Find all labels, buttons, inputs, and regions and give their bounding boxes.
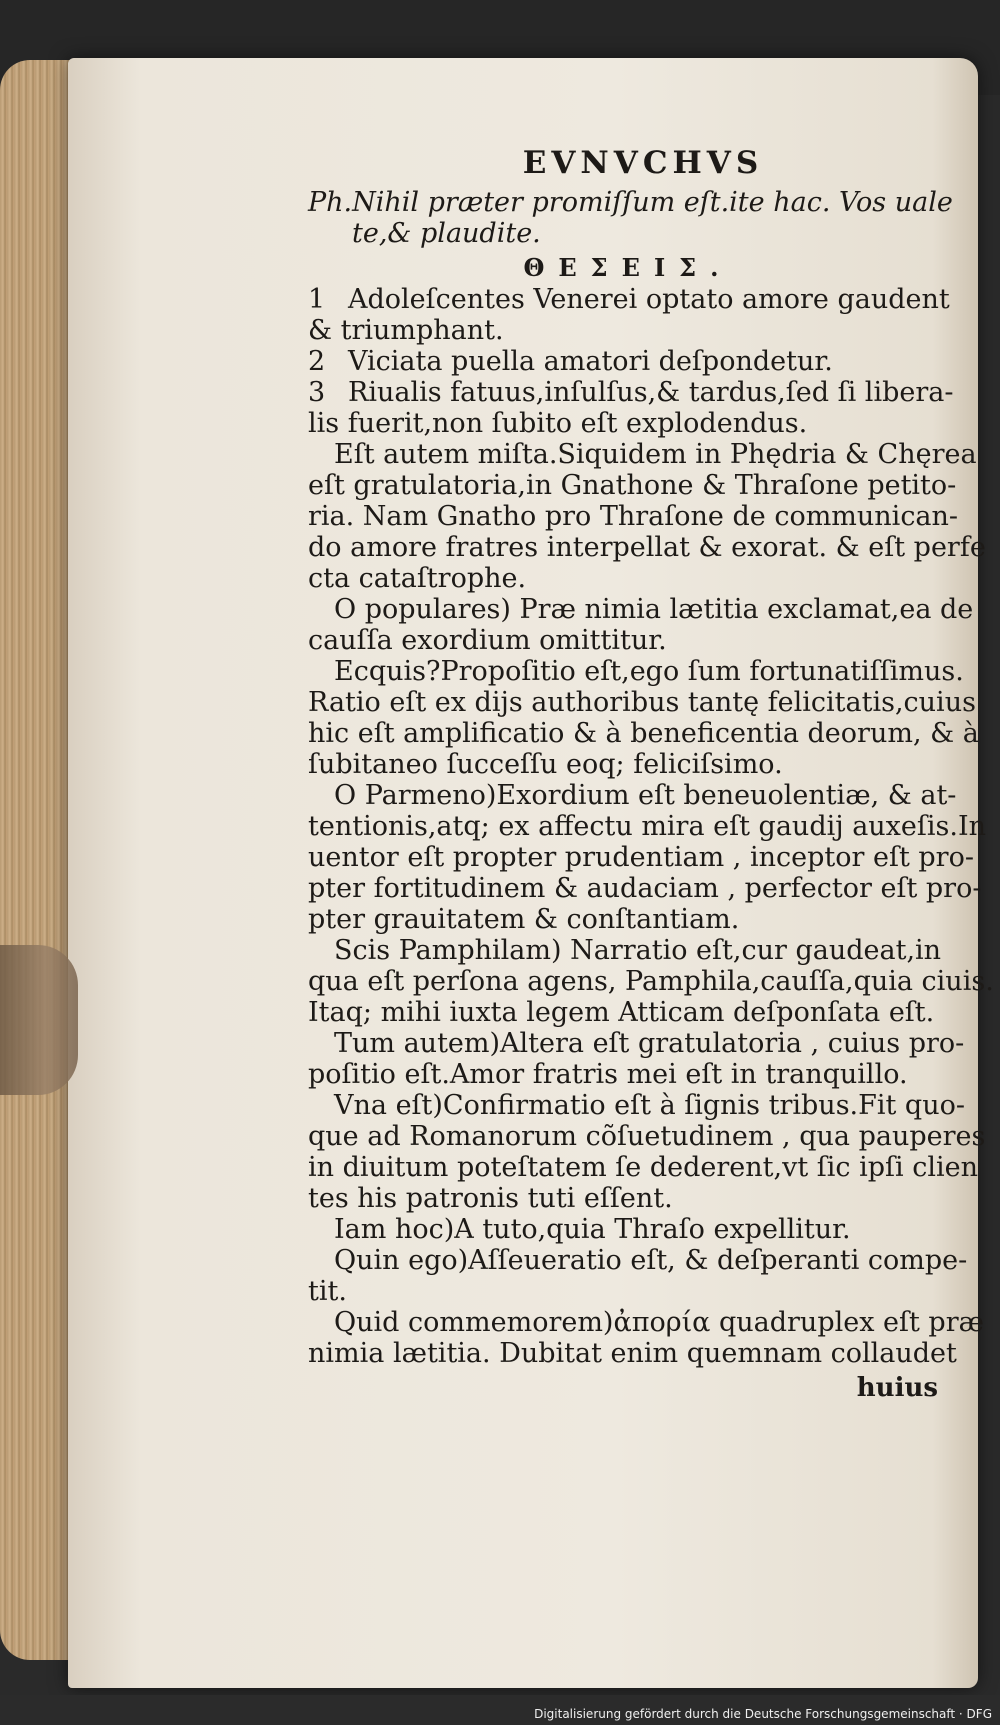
commentary-line: O populares) Præ nimia lætitia exclamat,ea de <box>334 594 974 625</box>
closing-line: Ph.Nihil præter promiſſum eſt.ite hac. Vos uale <box>308 187 953 218</box>
commentary-line: O Parmeno)Exordium eſt beneuolentiæ, & at- <box>334 780 957 811</box>
thesis-number: 2 <box>308 346 326 377</box>
page-clamp <box>0 945 78 1095</box>
commentary-line: do amore fratres interpellat & exorat. & eſt perfe <box>308 532 986 563</box>
commentary-line: poſitio eſt.Amor fratris mei eſt in tranquillo. <box>308 1059 908 1090</box>
commentary-line: eſt gratulatoria,in Gnathone & Thraſone petito- <box>308 470 957 501</box>
thesis-line: & triumphant. <box>308 315 504 346</box>
commentary-line: Quid commemorem)ἀπορία quadruplex eſt præ <box>334 1307 985 1338</box>
commentary-line: Ecquis?Propoſitio eſt,ego ſum fortunatiſſimus. <box>334 656 964 687</box>
commentary-line: hic eſt amplificatio & à beneficentia deorum, & à <box>308 718 979 749</box>
commentary-line: cta cataſtrophe. <box>308 563 527 594</box>
commentary-line: Vna eſt)Confirmatio eſt à ſignis tribus.Fit quo- <box>334 1090 965 1121</box>
thesis-number: 3 <box>308 377 326 408</box>
catchword: huius <box>856 1373 938 1403</box>
thesis-line <box>308 284 948 315</box>
closing-line: te,& plaudite. <box>352 218 541 249</box>
commentary-line: Iam hoc)A tuto,quia Thraſo expellitur. <box>334 1214 851 1245</box>
commentary-line: in diuitum poteſtatem ſe dederent,vt ſic ipſi clien <box>308 1152 978 1183</box>
commentary-line: que ad Romanorum cõſuetudinem , qua pauperes <box>308 1121 986 1152</box>
commentary-line: Tum autem)Altera eſt gratulatoria , cuius pro- <box>334 1028 965 1059</box>
commentary-line: pter fortitudinem & audaciam , perfector eſt pro- <box>308 873 982 904</box>
commentary-line: tes his patronis tuti eſſent. <box>308 1183 673 1214</box>
thesis-text: Adoleſcentes Venerei optato amore gaudent <box>348 284 950 315</box>
commentary-line: qua eſt perſona agens, Pamphila,cauſſa,quia ciuis. <box>308 966 994 997</box>
commentary-line: Quin ego)Aſſeueratio eſt, & deſperanti compe- <box>334 1245 968 1276</box>
commentary-line: cauſſa exordium omittitur. <box>308 625 667 656</box>
thesis-text: Riualis fatuus,inſulſus,& tardus,ſed ſi libera- <box>348 377 954 408</box>
thesis-line <box>308 346 948 377</box>
thesis-number: 1 <box>308 284 326 315</box>
page-text <box>308 145 994 1403</box>
commentary-line: tit. <box>308 1276 347 1307</box>
commentary-line: nimia lætitia. Dubitat enim quemnam collaudet <box>308 1338 957 1369</box>
commentary-line: ria. Nam Gnatho pro Thraſone de communican- <box>308 501 959 532</box>
digitization-credit: Digitalisierung gefördert durch die Deutsche Forschungsgemeinschaft · DFG <box>534 1707 992 1721</box>
running-head: EVNVCHVS <box>522 145 764 181</box>
thesis-line: lis fuerit,non ſubito eſt explodendus. <box>308 408 808 439</box>
thesis-text: Viciata puella amatori deſpondetur. <box>348 346 833 377</box>
theses-heading: ΘΕΣΕΙΣ. <box>523 253 733 282</box>
commentary-line: uentor eſt propter prudentiam , inceptor eſt pro- <box>308 842 974 873</box>
commentary-line: Scis Pamphilam) Narratio eſt,cur gaudeat,in <box>334 935 942 966</box>
commentary-line: Eſt autem miſta.Siquidem in Phędria & Chęrea <box>334 439 977 470</box>
commentary-line: Ratio eſt ex dijs authoribus tantę felicitatis,cuius <box>308 687 976 718</box>
thesis-line <box>308 377 954 408</box>
commentary-line: tentionis,atq; ex affectu mira eſt gaudij auxeſis.In <box>308 811 987 842</box>
commentary-line: Itaq; mihi iuxta legem Atticam deſponſata eſt. <box>308 997 935 1028</box>
commentary-line: pter grauitatem & conſtantiam. <box>308 904 740 935</box>
commentary-line: ſubitaneo ſucceſſu eoq; feliciſsimo. <box>308 749 783 780</box>
commentary-paragraphs <box>308 439 994 1369</box>
